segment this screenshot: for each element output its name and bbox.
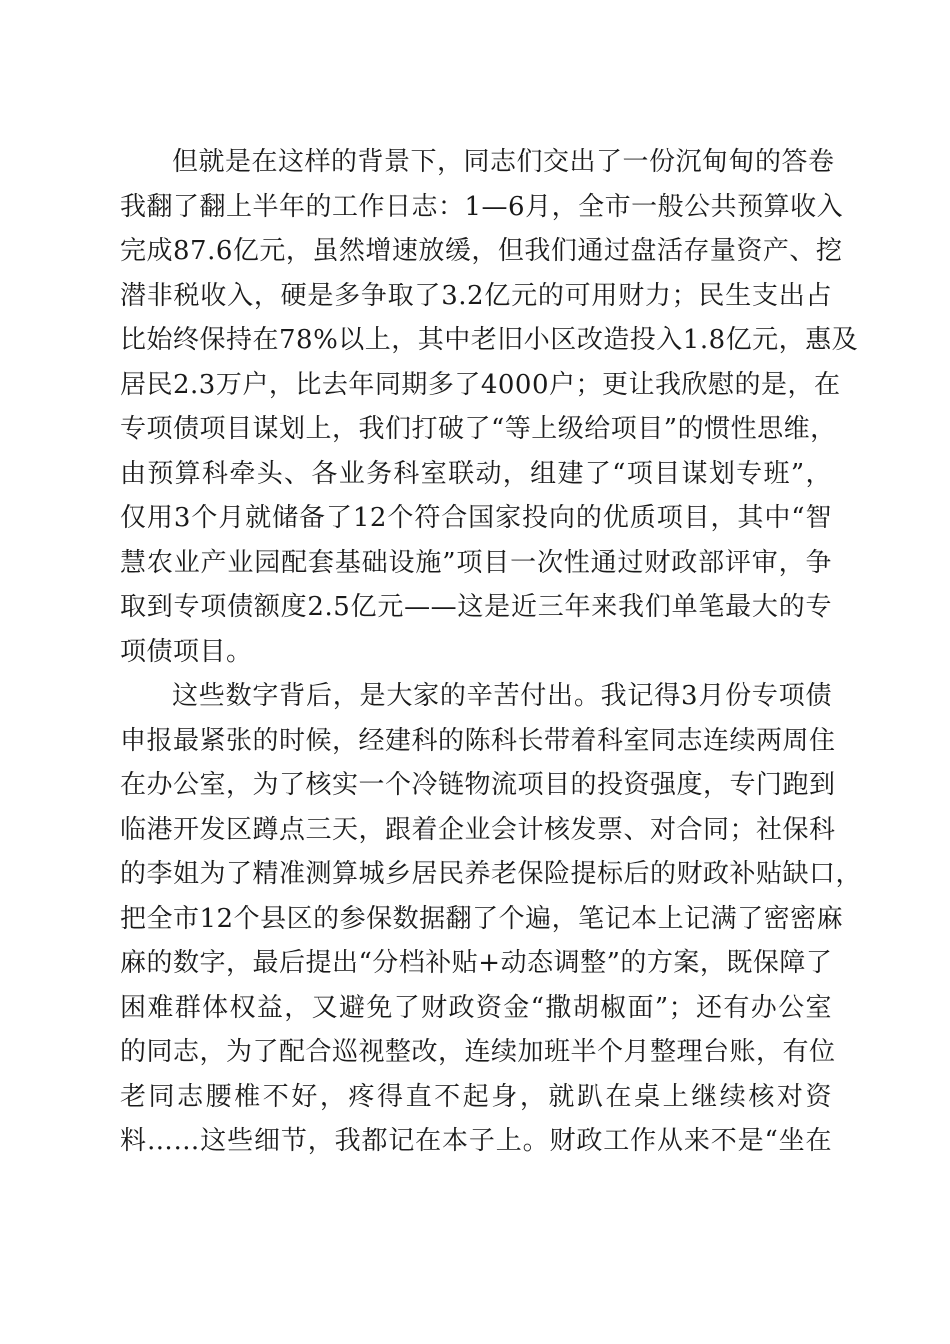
paragraph-line: 由预算科牵头、各业务科室联动，组建了“项目谋划专班”，: [120, 458, 832, 489]
paragraph-line: 取到专项债额度2.5亿元——这是近三年来我们单笔最大的专: [120, 592, 832, 622]
paragraph-line: 居民2.3万户，比去年同期多了4000户；更让我欣慰的是，在: [120, 369, 841, 400]
paragraph-line: 的李姐为了精准测算城乡居民养老保险提标后的财政补贴缺口，: [120, 859, 863, 889]
paragraph-line: 申报最紧张的时候，经建科的陈科长带着科室同志连续两周住: [120, 725, 836, 756]
paragraph-line: 临港开发区蹲点三天，跟着企业会计核发票、对合同；社保科: [120, 814, 836, 845]
paragraph-line: 的同志，为了配合巡视整改，连续加班半个月整理台账，有位: [120, 1037, 836, 1067]
paragraph-line: 料……这些细节，我都记在本子上。财政工作从来不是“坐在: [120, 1126, 832, 1156]
document-body: [120, 140, 863, 1164]
paragraph-line: 老同志腰椎不好，疼得直不起身，就趴在桌上继续核对资: [120, 1081, 832, 1112]
paragraph-line: 把全市12个县区的参保数据翻了个遍，笔记本上记满了密密麻: [120, 903, 844, 934]
paragraph-line: 慧农业产业园配套基础设施”项目一次性通过财政部评审，争: [120, 547, 832, 578]
paragraph-line: 仅用3个月就储备了12个符合国家投向的优质项目，其中“智: [120, 503, 832, 533]
paragraph-1: [120, 140, 859, 674]
paragraph-line: 项债项目。: [120, 636, 253, 667]
paragraph-line: 在办公室，为了核实一个冷链物流项目的投资强度，专门跑到: [120, 770, 836, 800]
paragraph-2: [120, 674, 863, 1164]
paragraph-line: 专项债项目谋划上，我们打破了“等上级给项目”的惯性思维，: [120, 414, 837, 444]
paragraph-line: 这些数字背后，是大家的辛苦付出。我记得3月份专项债: [172, 681, 832, 711]
paragraph-line: 我翻了翻上半年的工作日志：1—6月，全市一般公共预算收入: [120, 191, 844, 222]
paragraph-line: 麻的数字，最后提出“分档补贴+动态调整”的方案，既保障了: [120, 948, 833, 978]
paragraph-line: 困难群体权益，又避免了财政资金“撒胡椒面”；还有办公室: [120, 992, 832, 1023]
paragraph-line: 但就是在这样的背景下，同志们交出了一份沉甸甸的答卷: [172, 147, 835, 177]
paragraph-line: 比始终保持在78%以上，其中老旧小区改造投入1.8亿元，惠及: [120, 325, 859, 355]
paragraph-line: 完成87.6亿元，虽然增速放缓，但我们通过盘活存量资产、挖: [120, 236, 843, 266]
paragraph-line: 潜非税收入，硬是多争取了3.2亿元的可用财力；民生支出占: [120, 280, 832, 311]
